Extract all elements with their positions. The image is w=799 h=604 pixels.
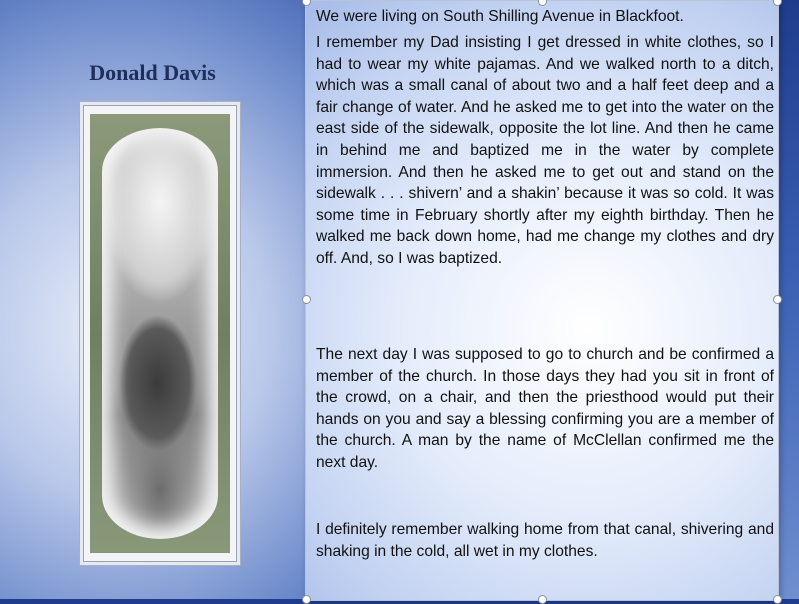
resize-handle-bottom[interactable]: [538, 595, 547, 604]
left-panel: [0, 0, 305, 599]
resize-handle-top-right[interactable]: [773, 0, 782, 6]
boy-portrait-photo: [102, 128, 218, 539]
resize-handle-bottom-left[interactable]: [302, 595, 311, 604]
photo-frame: [83, 105, 237, 562]
text-box[interactable]: [305, 0, 779, 601]
resize-handle-top-left[interactable]: [302, 0, 311, 6]
paragraph-3: The next day I was supposed to go to church and be confirmed a member of the church. In those days they had you sit in front of the crowd, on a chair, and then the priesthood would put their hands on you and say a blessing confirming you are a member of the church. A man by the name of McClellan confirmed me the next day.: [316, 346, 774, 471]
resize-handle-right[interactable]: [773, 295, 782, 304]
resize-handle-bottom-right[interactable]: [773, 595, 782, 604]
resize-handle-left[interactable]: [302, 295, 311, 304]
paragraph-2: I remember my Dad insisting I get dressed in white clothes, so I had to wear my white pajamas. And we walked north to a ditch, which was a small canal of about two and a half feet deep and a fair change of water. And he asked me to get into the water on the east side of the sidewalk, opposite the lot line. And then he came in behind me and baptized me in the water by complete immersion. And then he asked me to get out and stand on the sidewalk . . . shivern’ and a shakin’ because it was so cold. It was some time in February shortly after my eighth birthday. Then he walked me back down home, had me change my clothes and dry off. And, so I was baptized.: [316, 34, 774, 267]
paragraph-1: We were living on South Shilling Avenue in Blackfoot.: [316, 8, 684, 25]
floral-border: [90, 114, 230, 553]
paragraph-4: I definitely remember walking home from that canal, shivering and shaking in the cold, all wet in my clothes.: [316, 521, 774, 560]
page-title: Donald Davis: [89, 60, 216, 85]
